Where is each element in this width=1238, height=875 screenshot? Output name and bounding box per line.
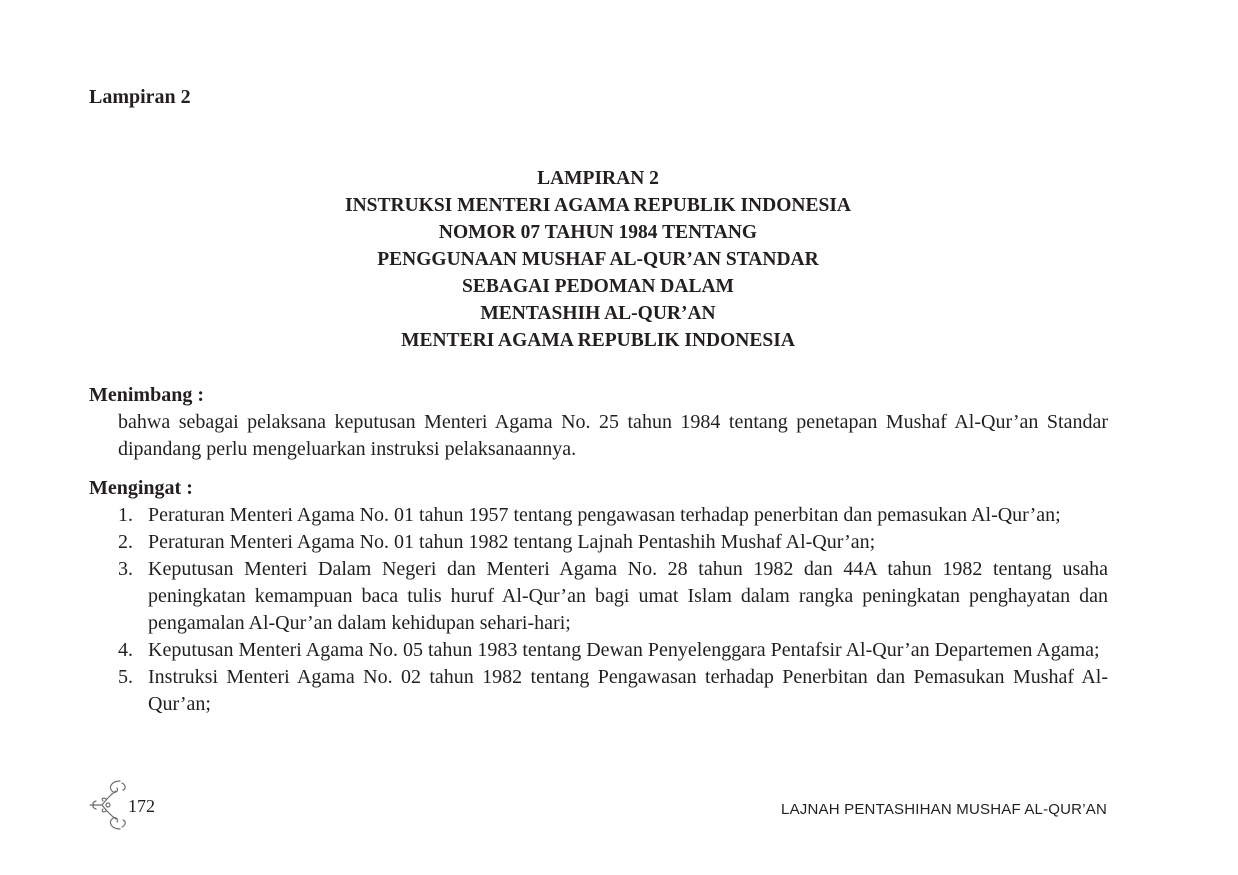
- page-number: 172: [128, 796, 155, 816]
- list-item: [118, 637, 1108, 664]
- item-text: Keputusan Menteri Agama No. 05 tahun 1983 tentang Dewan Penyelenggara Pentafsir Al-Qur’an Departemen Agama;: [148, 639, 1100, 661]
- item-text: Peraturan Menteri Agama No. 01 tahun 1957 tentang pengawasan terhadap penerbitan dan pemasukan Al-Qur’an;: [148, 504, 1061, 526]
- item-number: 1.: [118, 504, 133, 526]
- item-number: 5.: [118, 666, 133, 688]
- considering-title: Menimbang :: [89, 384, 204, 406]
- running-footer-title: LAJNAH PENTASHIHAN MUSHAF AL-QUR’AN: [781, 801, 1107, 818]
- item-number: 4.: [118, 639, 133, 661]
- list-item: [118, 502, 1108, 529]
- heading-line: PENGGUNAAN MUSHAF AL-QUR’AN STANDAR: [377, 249, 819, 270]
- item-text: Peraturan Menteri Agama No. 01 tahun 1982 tentang Lajnah Pentashih Mushaf Al-Qur’an;: [148, 531, 876, 553]
- heading-line: NOMOR 07 TAHUN 1984 TENTANG: [438, 222, 758, 243]
- heading-line: LAMPIRAN 2: [537, 168, 659, 189]
- list-item: [118, 556, 1108, 637]
- list-item: [118, 529, 1108, 556]
- heading-line: MENTASHIH AL-QUR’AN: [480, 303, 716, 324]
- list-item: [118, 664, 1108, 718]
- recalling-title: Mengingat :: [89, 477, 193, 499]
- item-number: 2.: [118, 531, 133, 553]
- item-text: Keputusan Menteri Dalam Negeri dan Menteri Agama No. 28 tahun 1982 dan 44A tahun 1982 tentang usaha peningkatan kemampuan baca tulis huruf Al-Qur’an bagi umat Islam dalam rangka peningkatan penghayatan dan pengamalan Al-Qur’an dalam kehidupan sehari-hari;: [148, 558, 1108, 634]
- floral-ornament-icon: [86, 775, 134, 835]
- item-number: 3.: [118, 558, 133, 580]
- heading-line: MENTERI AGAMA REPUBLIK INDONESIA: [401, 330, 795, 351]
- item-text: Instruksi Menteri Agama No. 02 tahun 1982 tentang Pengawasan terhadap Penerbitan dan Pemasukan Mushaf Al-Qur’an;: [148, 666, 1108, 715]
- recalling-list: [118, 502, 1108, 718]
- instruction-heading: [200, 165, 996, 354]
- considering-text: bahwa sebagai pelaksana keputusan Menteri Agama No. 25 tahun 1984 tentang penetapan Mushaf Al-Qur’an Standar dipandang perlu mengeluarkan instruksi pelaksanaannya.: [118, 411, 1108, 460]
- appendix-label: Lampiran 2: [89, 86, 191, 108]
- heading-line: INSTRUKSI MENTERI AGAMA REPUBLIK INDONESIA: [344, 195, 851, 216]
- heading-line: SEBAGAI PEDOMAN DALAM: [462, 276, 734, 297]
